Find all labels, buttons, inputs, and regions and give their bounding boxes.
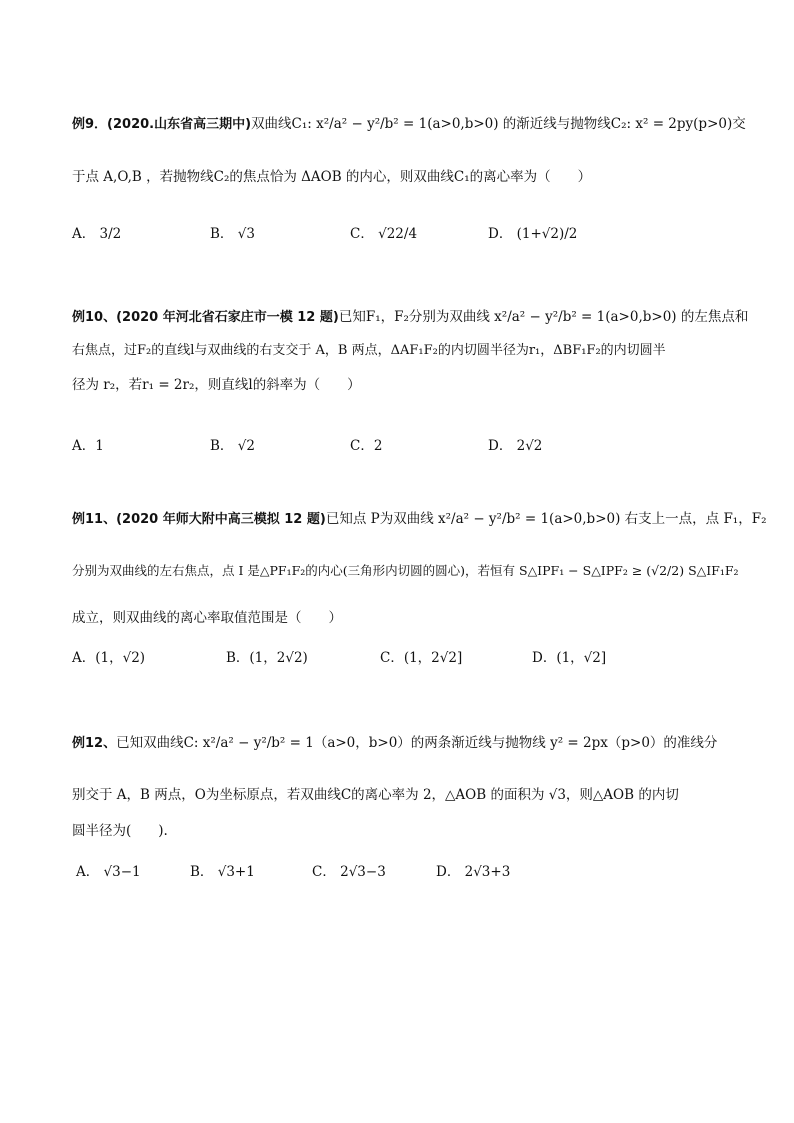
q10-option-a: A．1 <box>72 438 104 454</box>
q9-line-1 <box>72 113 746 136</box>
q12-option-a: A． √3−1 <box>76 864 141 880</box>
q11-line-2: 分别为双曲线的左右焦点，点 I 是△PF₁F₂的内心(三角形内切圆的圆心)，若恒有 S△IPF₁ − S△IPF₂ ≥ (√2/2) S△IF₁F₂ <box>72 563 739 578</box>
q12-line-1 <box>72 732 734 755</box>
q10-line-2: 右焦点，过F₂的直线l与双曲线的右支交于 A，B 两点，ΔAF₁F₂的内切圆半径为r₁，ΔBF₁F₂的内切圆半 <box>72 343 666 358</box>
q11-option-b: B．(1，2√2) <box>226 650 308 666</box>
q10-option-c: C．2 <box>350 438 383 454</box>
q12-option-c: C． 2√3−3 <box>312 864 386 880</box>
q10-label: 例10、(2020 年河北省石家庄市一模 12 题) <box>72 310 339 325</box>
q10-line-1 <box>72 306 749 329</box>
q10-line-3: 径为 r₂，若r₁ = 2r₂，则直线l的斜率为（ ） <box>72 377 361 393</box>
q10-option-b: B． √2 <box>210 438 255 454</box>
q9-option-c: C． √22/4 <box>350 226 418 242</box>
q11-option-c: C．(1，2√2] <box>380 650 463 666</box>
q9-label: 例9．(2020.山东省高三期中) <box>72 117 252 132</box>
q11-option-a: A．(1，√2) <box>72 650 146 666</box>
q11-text-1: 已知点 P为双曲线 x²/a² − y²/b² = 1(a>0,b>0) 右支上一点，点 F₁，F₂ <box>325 511 767 527</box>
q12-line-2: 别交于 A，B 两点，O为坐标原点，若双曲线C的离心率为 2，△AOB 的面积为 √3，则△AOB 的内切 <box>72 787 679 803</box>
q11-option-d: D．(1，√2] <box>532 650 607 666</box>
q9-option-d: D． (1+√2)/2 <box>488 226 578 242</box>
q9-line-2: 于点 A,O,B ，若抛物线C₂的焦点恰为 ΔAOB 的内心，则双曲线C₁的离心率为（ ） <box>72 169 592 185</box>
q10-text-1: 已知F₁，F₂分别为双曲线 x²/a² − y²/b² = 1(a>0,b>0) 的左焦点和 <box>338 309 749 325</box>
q11-line-3: 成立，则双曲线的离心率取值范围是（ ） <box>72 610 342 626</box>
q12-option-d: D． 2√3+3 <box>436 864 511 880</box>
q12-line-3: 圆半径为( ). <box>72 823 168 839</box>
q9-text-1: 双曲线C₁: x²/a² − y²/b² = 1(a>0,b>0) 的渐近线与抛物线C₂: x² = 2py(p>0)交 <box>251 116 746 132</box>
q12-label: 例12、 <box>72 736 117 751</box>
q9-option-a: A． 3/2 <box>72 226 122 242</box>
q9-option-b: B． √3 <box>210 226 255 242</box>
q12-option-b: B． √3+1 <box>190 864 255 880</box>
q11-line-1 <box>72 508 767 531</box>
q12-text-1: 已知双曲线C: x²/a² − y²/b² = 1（a>0，b>0）的两条渐近线与抛物线 y² = 2px（p>0）的准线分 <box>116 735 718 751</box>
q10-option-d: D． 2√2 <box>488 438 543 454</box>
q11-label: 例11、(2020 年师大附中高三模拟 12 题) <box>72 512 326 527</box>
